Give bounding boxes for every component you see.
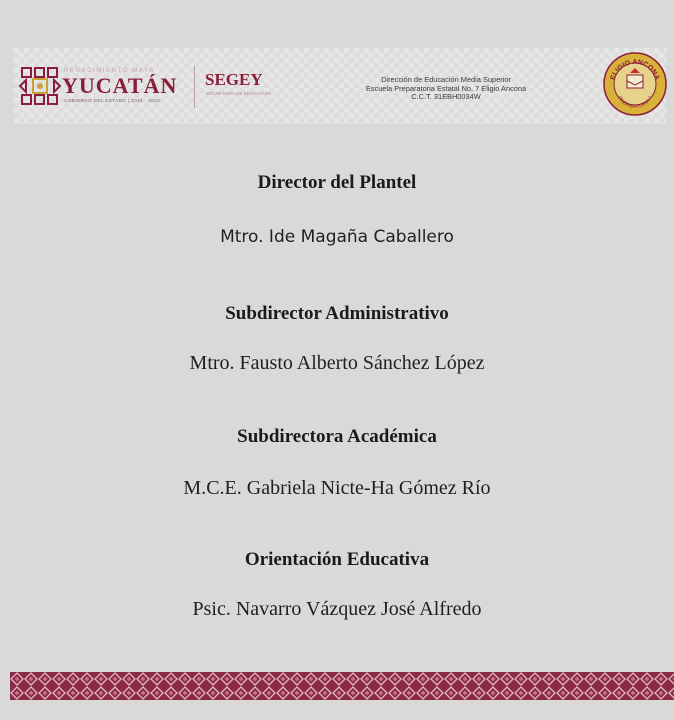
role-title: Director del Plantel: [257, 172, 417, 193]
brand-tagline: RENACIMIENTO MAYA: [64, 68, 155, 74]
person-name: Psic. Navarro Vázquez José Alfredo: [192, 598, 482, 620]
brand-subtitle: GOBIERNO DEL ESTADO | 2024 - 2030: [64, 98, 161, 103]
header-divider: [194, 66, 195, 108]
brand-name: YUCATÁN: [62, 73, 178, 98]
person-name: Mtro. Fausto Alberto Sánchez López: [189, 352, 485, 374]
agency-name: SEGEY: [205, 70, 263, 89]
emblem-top-text: ELIGIO ANCONA: [609, 58, 661, 81]
school-line: C.C.T. 31EBH0034W: [411, 92, 481, 102]
school-line: Escuela Preparatoria Estatal No. 7 Eligio Ancona: [365, 83, 527, 93]
letterhead-banner: [14, 48, 666, 124]
maya-pattern-band: [10, 672, 674, 700]
emblem-bottom-text: PREPARATORIA 7: [616, 95, 654, 111]
person-name: Mtro. Ide Magaña Caballero: [220, 227, 454, 247]
agency-subtitle: SECRETARÍA DE EDUCACIÓN: [206, 91, 272, 96]
mayan-glyph-logo-icon: [18, 64, 62, 108]
role-title: Orientación Educativa: [244, 549, 430, 570]
role-title: Subdirectora Académica: [237, 426, 437, 447]
role-title: Subdirector Administrativo: [225, 303, 449, 324]
school-line: Dirección de Educación Media Superior: [381, 75, 511, 84]
school-seal-icon: [602, 51, 668, 117]
person-name: M.C.E. Gabriela Nicte-Ha Gómez Río: [183, 477, 491, 499]
school-info: [334, 76, 558, 102]
